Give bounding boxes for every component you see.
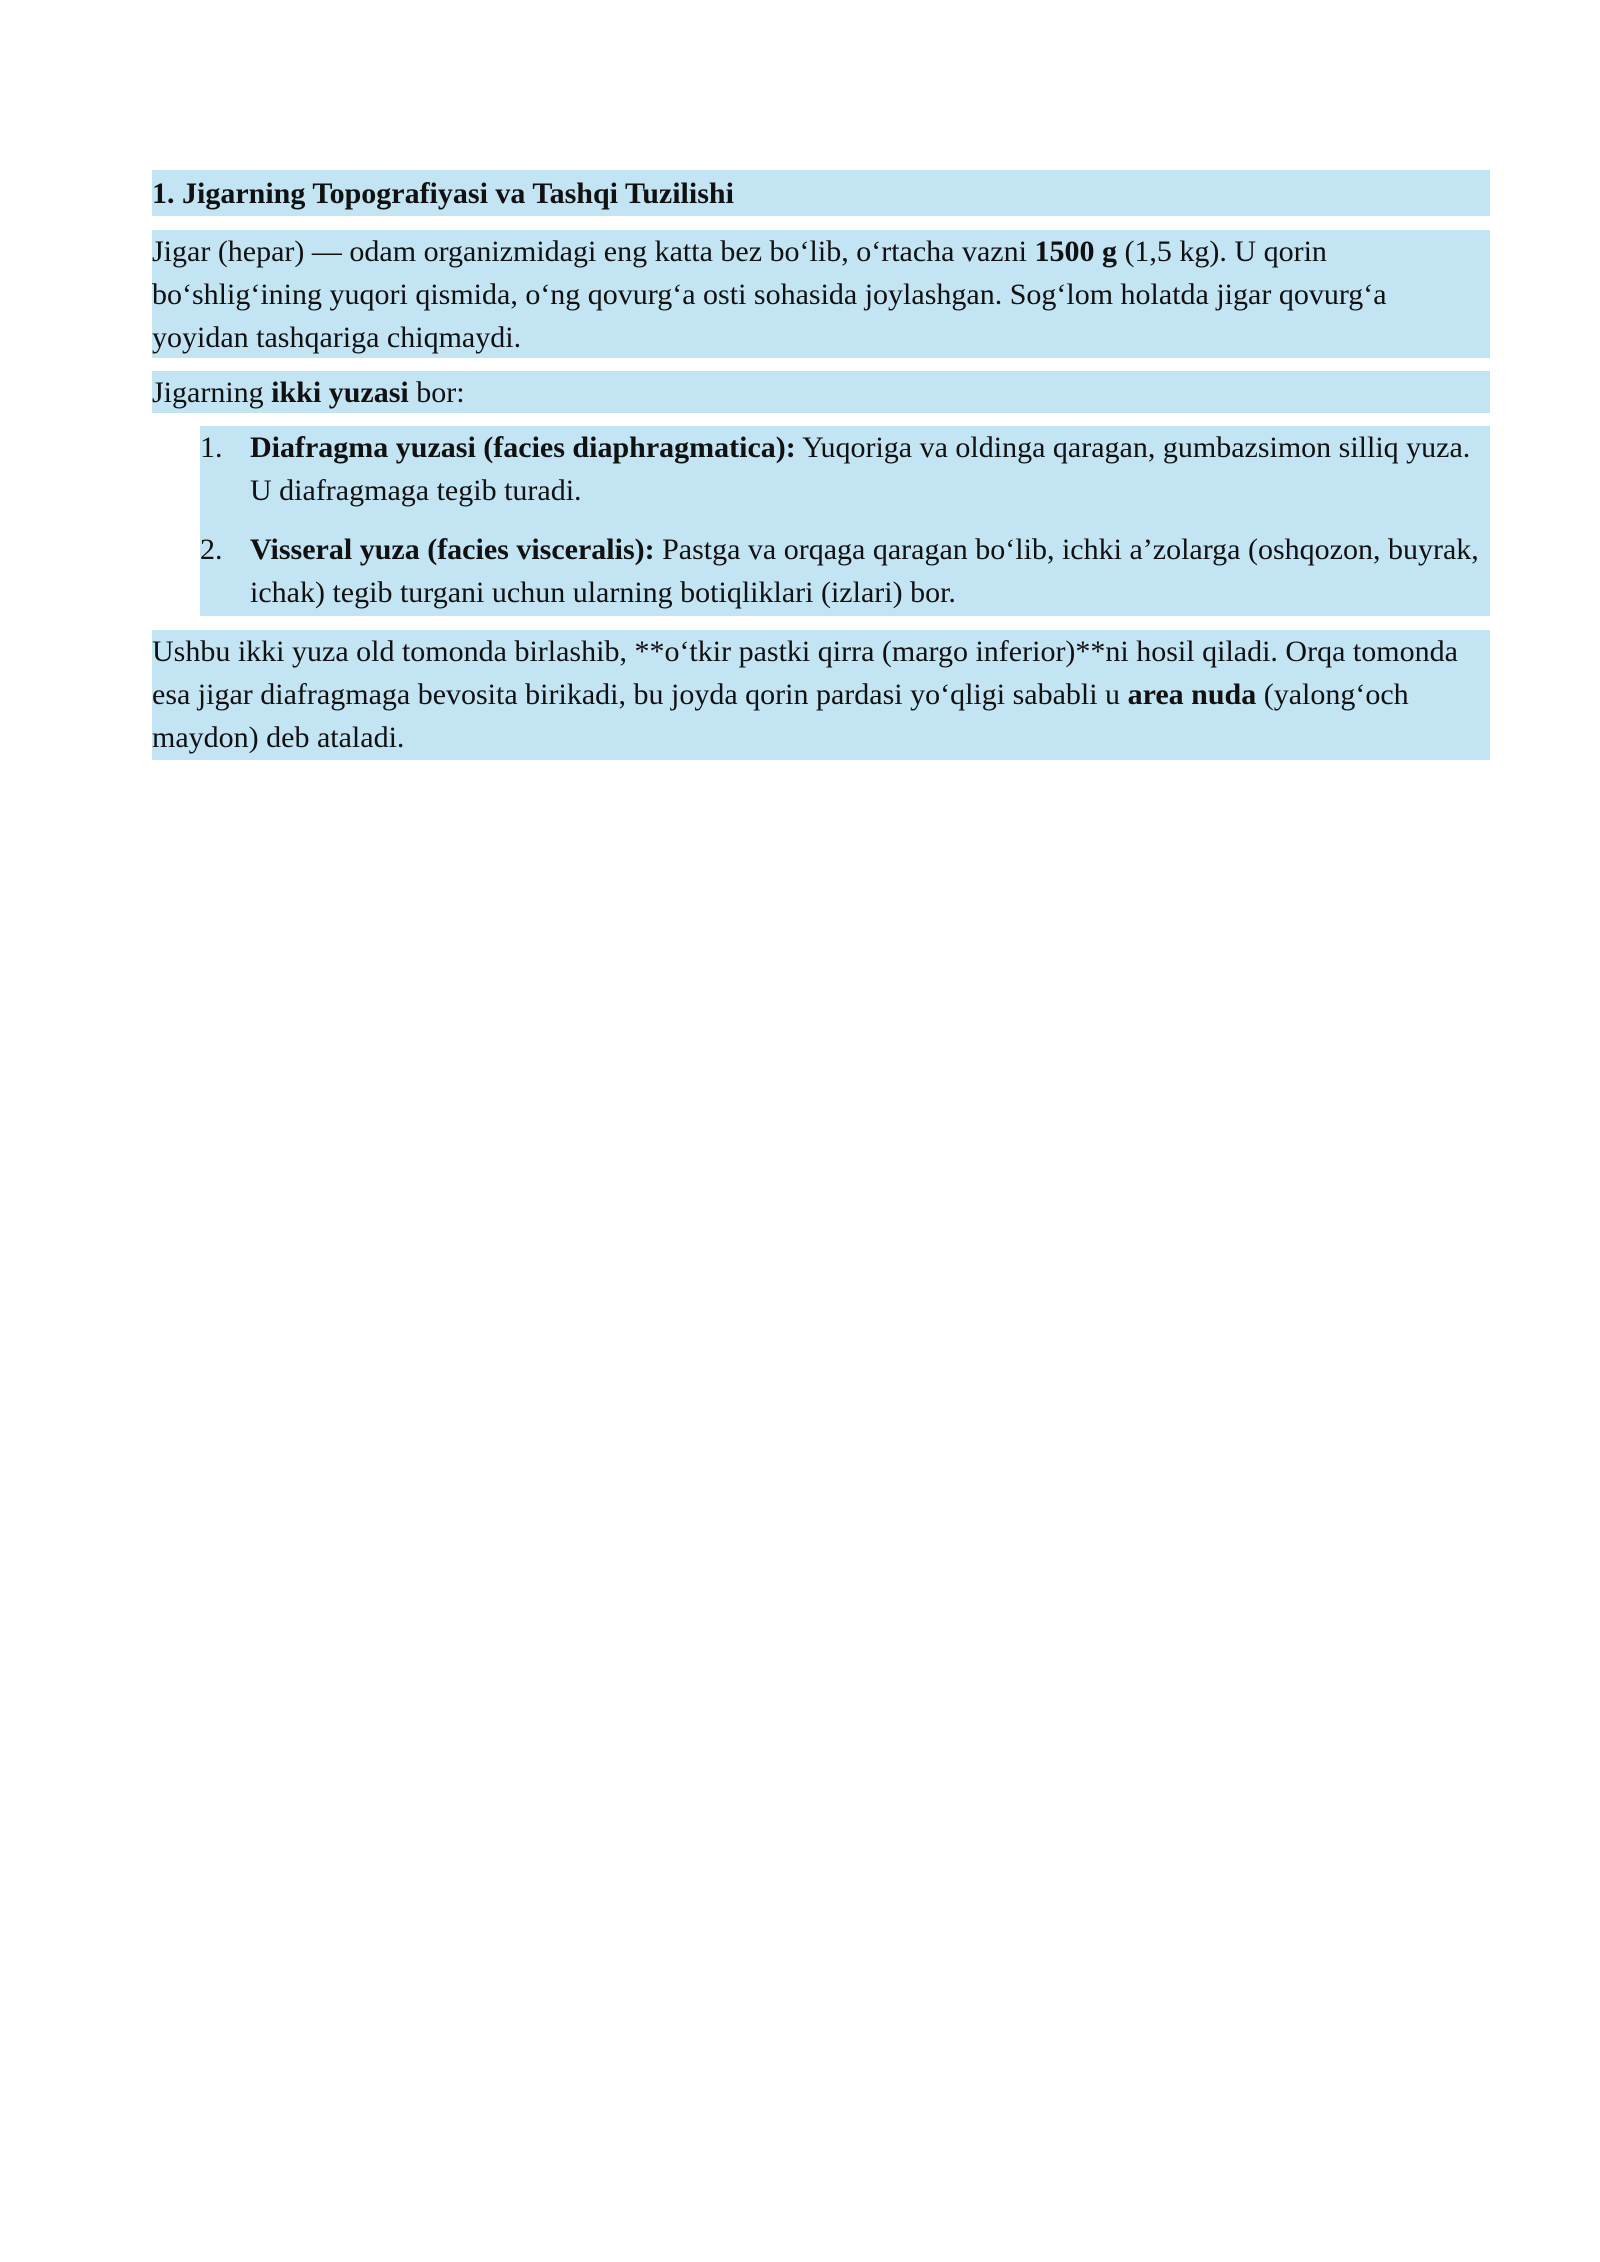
- list-item-number: 2.: [200, 533, 223, 566]
- outro-bold: area nuda: [1127, 678, 1257, 711]
- list-item-body: Yuqoriga va oldinga qaragan, gumbazsimon silliq yuza. U diafragmaga tegib turadi.: [250, 431, 1471, 507]
- surfaces-text-1: Jigarning: [152, 376, 272, 409]
- section-heading: [152, 170, 1490, 216]
- intro-text-2: (1,5 kg). U qorin bo‘shlig‘ining yuqori qismida, o‘ng qovurg‘a osti sohasida joylashgan. Sog‘lom holatda jigar qovurg‘a yoyidan tashqariga chiqmaydi.: [152, 235, 1387, 354]
- surfaces-list: [200, 426, 1490, 616]
- list-item-bold: Visseral yuza (facies visceralis):: [250, 533, 655, 566]
- outro-text-1: Ushbu ikki yuza old tomonda birlashib, **o‘tkir pastki qirra (margo inferior)**ni hosil qiladi. Orqa tomonda esa jigar diafragmaga bevosita birikadi, bu joyda qorin pardasi yo‘qligi sababli u: [152, 635, 1458, 711]
- list-item-bold: Diafragma yuzasi (facies diaphragmatica):: [250, 431, 796, 464]
- intro-text-1: Jigar (hepar) — odam organizmidagi eng katta bez bo‘lib, o‘rtacha vazni: [152, 235, 1035, 268]
- outro-text-2: (yalong‘och maydon) deb ataladi.: [152, 678, 1409, 754]
- intro-paragraph: [152, 230, 1490, 358]
- list-item-number: 1.: [200, 431, 223, 464]
- list-item-text: [250, 528, 1490, 614]
- surfaces-text-2: bor:: [408, 376, 465, 409]
- outro-paragraph: [152, 630, 1490, 760]
- intro-bold-weight: 1500 g: [1034, 235, 1117, 268]
- list-item-text: [250, 426, 1490, 512]
- surfaces-intro-line: [152, 371, 1490, 413]
- surfaces-bold: ikki yuzasi: [271, 376, 409, 409]
- list-item-body: Pastga va orqaga qaragan bo‘lib, ichki a’zolarga (oshqozon, buyrak, ichak) tegib turgani uchun ularning botiqliklari (izlari) bor.: [250, 533, 1479, 609]
- heading-text: 1. Jigarning Topografiyasi va Tashqi Tuzilishi: [152, 177, 734, 210]
